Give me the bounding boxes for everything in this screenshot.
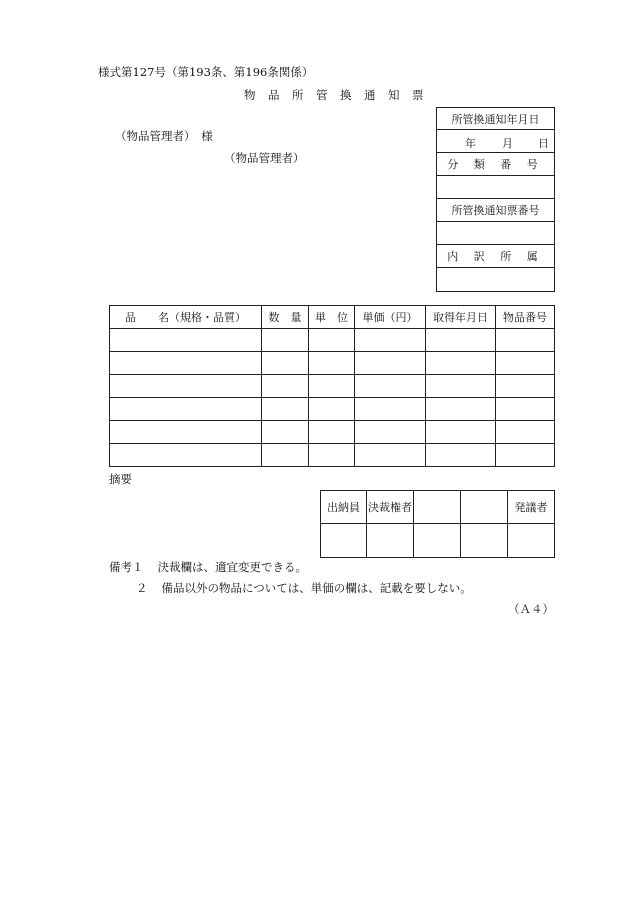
cell-acquisition-date[interactable] [426,352,496,375]
stamp-cell-approver[interactable] [367,524,414,558]
table-row [110,421,555,444]
form-number: 様式第127号（第193条、第196条関係） [98,65,314,79]
cell-unit-price[interactable] [355,329,426,352]
approval-header-approver: 決裁権者 [367,491,414,524]
cell-item-name[interactable] [110,398,262,421]
cell-item-number[interactable] [496,421,555,444]
classification-value[interactable] [437,176,555,199]
approval-table [320,490,555,558]
cell-item-name[interactable] [110,329,262,352]
cell-unit[interactable] [309,398,355,421]
cell-unit[interactable] [309,421,355,444]
table-row [110,398,555,421]
cell-acquisition-date[interactable] [426,398,496,421]
cell-item-number[interactable] [496,444,555,467]
cell-unit-price[interactable] [355,421,426,444]
cell-acquisition-date[interactable] [426,421,496,444]
cell-item-name[interactable] [110,444,262,467]
page-title: 物品所管換通知票 [244,88,436,102]
approval-stamp-row [321,524,555,558]
cell-quantity[interactable] [262,421,309,444]
note-1-prefix: 備考１ [109,560,144,574]
classification-label: 分 類 番 号 [437,153,555,176]
cell-acquisition-date[interactable] [426,375,496,398]
cell-unit-price[interactable] [355,375,426,398]
date-month-label: 月 [502,137,513,150]
header-item-name: 品 名（規格・品質） [110,306,262,329]
table-row [110,329,555,352]
cell-acquisition-date[interactable] [426,444,496,467]
stamp-cell-cashier[interactable] [321,524,367,558]
cell-quantity[interactable] [262,398,309,421]
table-row [110,375,555,398]
cell-unit[interactable] [309,375,355,398]
cell-item-number[interactable] [496,398,555,421]
cell-unit-price[interactable] [355,444,426,467]
table-row [110,444,555,467]
approval-header-proposer: 発議者 [508,491,555,524]
cell-quantity[interactable] [262,444,309,467]
header-acquisition-date: 取得年月日 [426,306,496,329]
header-quantity: 数 量 [262,306,309,329]
date-fields[interactable] [437,130,555,153]
cell-item-number[interactable] [496,375,555,398]
approval-header-blank-2 [461,491,508,524]
date-label: 所管換通知年月日 [437,108,555,130]
header-unit-price: 単価（円） [355,306,426,329]
date-day-label: 日 [538,137,549,150]
note-1-text: 決裁欄は、適宜変更できる。 [157,560,307,574]
approval-header-row [321,491,555,524]
cell-item-name[interactable] [110,375,262,398]
slip-number-value[interactable] [437,222,555,245]
cell-item-number[interactable] [496,329,555,352]
cell-unit-price[interactable] [355,398,426,421]
note-2-text: 備品以外の物品については、単価の欄は、記載を要しない。 [161,581,472,595]
paper-size-label: （Ａ４） [508,602,554,616]
cell-acquisition-date[interactable] [426,329,496,352]
sender-label: （物品管理者） [224,151,305,165]
breakdown-value[interactable] [437,268,555,292]
cell-unit[interactable] [309,444,355,467]
stamp-cell-proposer[interactable] [508,524,555,558]
cell-item-name[interactable] [110,352,262,375]
date-year-label: 年 [465,137,476,150]
summary-label: 摘要 [109,472,132,486]
side-info-box [436,107,555,292]
approval-header-blank-1 [414,491,461,524]
cell-unit-price[interactable] [355,352,426,375]
items-table [109,305,555,467]
table-row [110,352,555,375]
approval-header-cashier: 出納員 [321,491,367,524]
slip-number-label: 所管換通知票番号 [437,199,555,222]
items-header-row [110,306,555,329]
stamp-cell-blank-2[interactable] [461,524,508,558]
cell-quantity[interactable] [262,375,309,398]
cell-item-number[interactable] [496,352,555,375]
recipient-label: （物品管理者） 様 [115,129,213,143]
header-unit: 単 位 [309,306,355,329]
cell-unit[interactable] [309,352,355,375]
cell-unit[interactable] [309,329,355,352]
breakdown-label: 内 訳 所 属 [437,245,555,268]
cell-quantity[interactable] [262,352,309,375]
cell-item-name[interactable] [110,421,262,444]
note-2-number: ２ [136,581,148,595]
cell-quantity[interactable] [262,329,309,352]
stamp-cell-blank-1[interactable] [414,524,461,558]
note-1 [109,562,307,574]
header-item-number: 物品番号 [496,306,555,329]
note-2 [136,583,472,595]
